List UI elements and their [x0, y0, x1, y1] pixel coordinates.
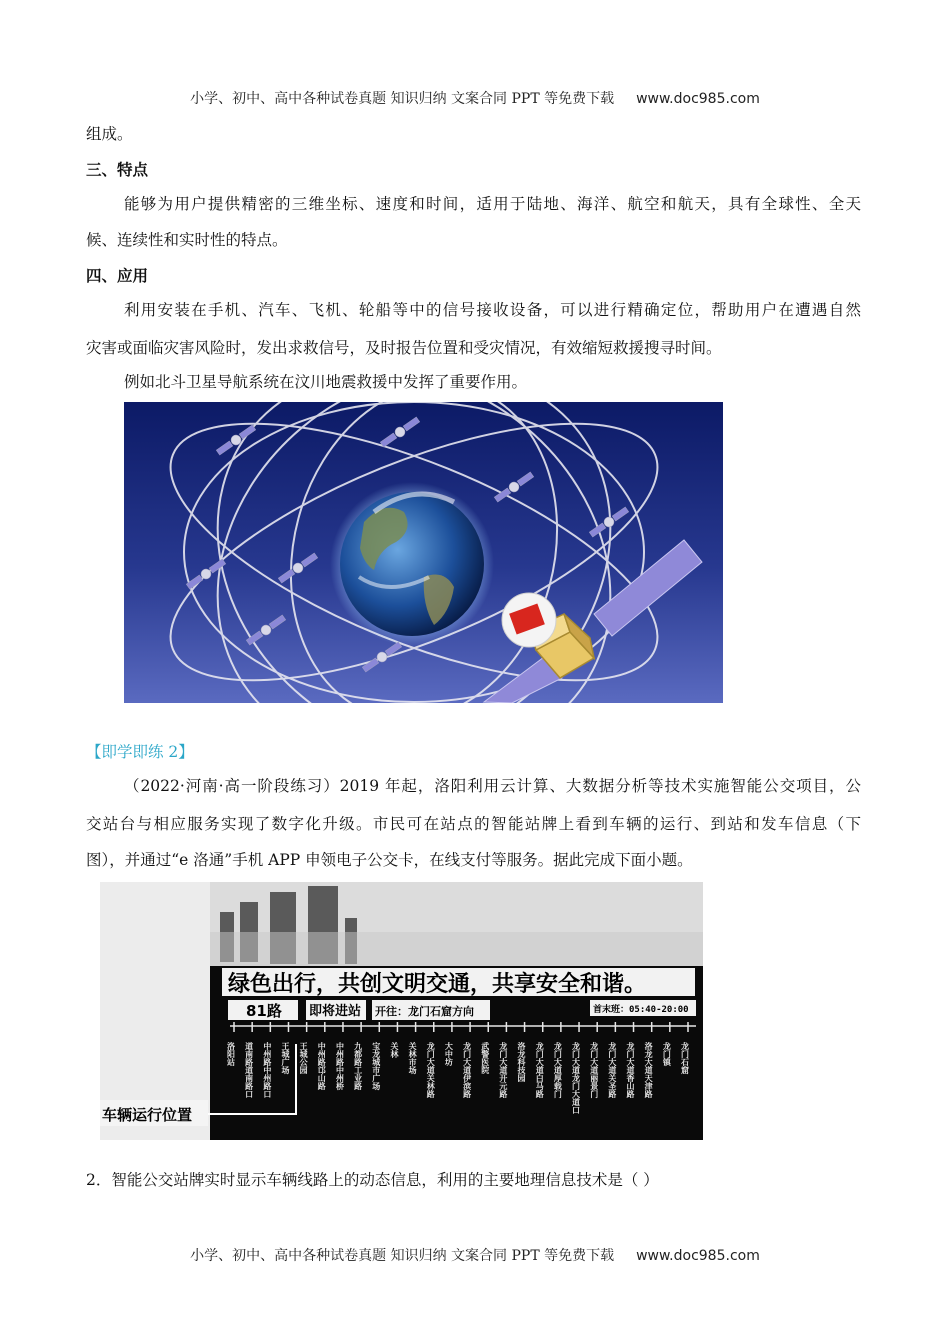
stop-name: 龙门大道关林路: [426, 1042, 436, 1098]
header-text: 小学、初中、高中各种试卷真题 知识归纳 文案合同 PPT 等免费下载: [190, 91, 615, 107]
stop-name: 龙门大道伊滨路: [462, 1042, 472, 1098]
vehicle-position-label: 车辆运行位置: [102, 1106, 193, 1124]
page-header: [0, 88, 950, 108]
stop-name: 龙门大道龙门大道口: [571, 1042, 581, 1114]
arrival-status: 即将进站: [309, 1004, 362, 1019]
schedule-label: 首末班：05:40-20:00: [593, 1005, 689, 1015]
section-title: 四、应用: [86, 266, 149, 285]
footer-url[interactable]: www.doc985.com: [636, 1248, 760, 1264]
stop-name: 九都路工业路: [353, 1042, 363, 1090]
header-url[interactable]: www.doc985.com: [636, 91, 760, 107]
stop-name: 中州路邙山路: [317, 1042, 327, 1090]
stop-name: 洛阳站: [226, 1042, 236, 1066]
stop-name: 关林市场: [408, 1042, 418, 1074]
stop-name: 关林: [389, 1042, 399, 1058]
stop-name: 王城公园: [299, 1042, 309, 1074]
stop-name: 道南路道南路口: [244, 1042, 254, 1098]
board-slogan: 绿色出行，共创文明交通，共享安全和谐。: [228, 972, 647, 997]
paragraph-line: 能够为用户提供精密的三维坐标、速度和时间，适用于陆地、海洋、航空和航天，具有全球性、全天: [124, 195, 861, 213]
stop-name: 龙门石窟: [680, 1042, 690, 1074]
text-line: 组成。: [86, 125, 133, 143]
stop-name: 中州路中州路口: [262, 1042, 272, 1098]
stop-name: 洛龙大道天津路: [644, 1042, 654, 1098]
stop-name: 宝龙城市广场: [371, 1042, 381, 1090]
paragraph-line: 例如北斗卫星导航系统在汶川地震救援中发挥了重要作用。: [124, 373, 528, 391]
smart-bus-board-image: [100, 882, 703, 1140]
paragraph-line: （2022·河南·高一阶段练习）2019 年起，洛阳利用云计算、大数据分析等技术实施智能公交项目，公: [124, 777, 861, 795]
stop-name: 武警医院: [480, 1042, 490, 1074]
stop-name: 洛龙科技园: [517, 1042, 527, 1082]
paragraph-line: 候、连续性和实时性的特点。: [86, 231, 288, 249]
footer-text: 小学、初中、高中各种试卷真题 知识归纳 文案合同 PPT 等免费下载: [190, 1248, 615, 1264]
stop-name: 龙门大道关圣路: [607, 1042, 617, 1098]
stop-name: 龙门大道丽景门: [589, 1042, 599, 1098]
paragraph-line: 利用安装在手机、汽车、飞机、轮船等中的信号接收设备，可以进行精确定位，帮助用户在遭遇自然: [124, 301, 861, 319]
practice-title: 【即学即练 2】: [86, 743, 194, 761]
page-footer: [0, 1245, 950, 1265]
question-2: 2．智能公交站牌实时显示车辆线路上的动态信息，利用的主要地理信息技术是（ ）: [86, 1171, 659, 1189]
paragraph-line: 图），并通过“e 洛通”手机 APP 申领电子公交卡，在线支付等服务。据此完成下面小题。: [86, 851, 693, 869]
route-number: 81路: [246, 1002, 282, 1020]
paragraph-line: 交站台与相应服务实现了数字化升级。市民可在站点的智能站牌上看到车辆的运行、到站和发车信息（下: [86, 815, 861, 833]
direction-label: 开往：龙门石窟方向: [375, 1005, 474, 1018]
stop-name: 龙门大道厚载门: [553, 1042, 563, 1098]
stop-name: 王城广场: [280, 1042, 290, 1074]
stop-name: 龙门镇: [662, 1042, 672, 1066]
stop-name: 大中坊: [444, 1042, 454, 1066]
stop-name: 龙门大道香山路: [626, 1042, 636, 1098]
stop-name: 龙门大道开元路: [498, 1042, 508, 1098]
section-title: 三、特点: [86, 160, 149, 179]
stop-name: 中州路中州桥: [335, 1042, 345, 1090]
stop-name: 龙门大道白马路: [535, 1042, 545, 1098]
beidou-satellite-image: [124, 402, 723, 703]
paragraph-line: 灾害或面临灾害风险时，发出求救信号，及时报告位置和受灾情况，有效缩短救援搜寻时间。: [86, 339, 722, 357]
